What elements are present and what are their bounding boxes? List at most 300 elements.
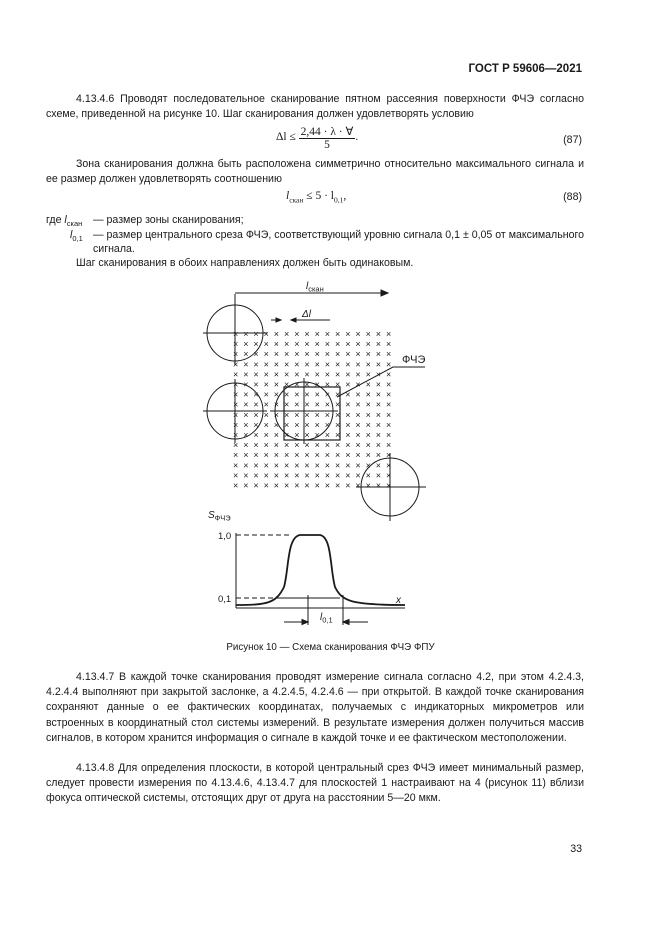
scan-point-cross: × (273, 339, 280, 350)
label-s-fche (208, 510, 231, 523)
eq87-denominator: 5 (324, 139, 330, 151)
scan-point-cross: × (243, 379, 249, 390)
scan-point-cross: × (253, 359, 259, 370)
scan-point-cross: × (284, 480, 290, 491)
scan-point-cross: × (263, 419, 269, 430)
scan-point-cross: × (233, 339, 239, 350)
scan-point-cross: × (243, 440, 249, 451)
page-number: 33 (570, 843, 582, 855)
scan-point-cross: × (375, 389, 382, 400)
scan-point-cross: × (263, 460, 269, 471)
scan-point-cross: × (253, 440, 259, 451)
scan-point-cross: × (233, 480, 239, 491)
scan-point-cross: × (314, 460, 320, 471)
scan-point-cross: × (243, 470, 249, 481)
label-s-sub: ФЧЭ (214, 513, 231, 523)
scan-point-cross: × (273, 480, 280, 491)
label-l01 (320, 612, 333, 625)
scan-point-cross: × (355, 329, 361, 339)
scan-point-cross: × (273, 450, 280, 461)
scan-point-cross: × (324, 339, 331, 350)
scan-point-cross: × (335, 329, 341, 339)
scan-point-cross: × (263, 480, 269, 491)
scan-point-cross: × (284, 450, 290, 461)
scan-point-cross: × (355, 419, 361, 430)
scan-point-cross: × (335, 349, 341, 360)
scan-point-cross: × (263, 470, 269, 481)
scan-point-cross: × (386, 450, 392, 461)
scan-point-cross: × (345, 460, 351, 471)
scan-point-cross: × (233, 460, 239, 471)
scan-point-cross: × (345, 349, 351, 360)
scan-point-cross: × (375, 379, 382, 390)
scan-point-cross: × (294, 369, 300, 380)
scan-point-cross: × (304, 329, 310, 339)
tick-1-0: 1,0 (218, 531, 232, 542)
paragraph-4-13-4-8: 4.13.4.8 Для определения плоскости, в которой центральный срез ФЧЭ имеет минимальный размер, следует провести измерения по 4.13.4.6, 4.13.4.7 для плоскостей 1 настраивают на 4 (рисунок 11) вблизи фокуса оптической системы, отстоящих друг от друга на расстоянии 5—20 мкм. (46, 762, 584, 805)
scan-point-cross: × (294, 379, 300, 390)
scan-point-cross: × (324, 430, 331, 440)
scan-point-cross: × (324, 450, 331, 461)
scan-point-cross: × (375, 419, 382, 430)
scan-point-cross: × (253, 339, 259, 350)
scan-point-cross: × (233, 440, 239, 451)
scan-point-cross: × (304, 419, 310, 430)
scan-point-cross: × (253, 450, 259, 461)
scan-point-cross: × (345, 379, 351, 390)
where-intro: где (46, 214, 62, 226)
scan-point-cross: × (345, 440, 351, 451)
scan-point-cross: × (233, 409, 239, 420)
scan-point-cross: × (324, 460, 331, 471)
scan-point-cross: × (324, 399, 331, 410)
scan-point-cross: × (375, 359, 382, 370)
scan-point-cross: × (263, 399, 269, 410)
scan-point-cross: × (273, 460, 280, 471)
scan-point-cross: × (335, 379, 341, 390)
scan-point-cross: × (355, 339, 361, 350)
scan-point-cross: × (253, 460, 259, 471)
scan-point-cross: × (324, 470, 331, 481)
scan-point-cross: × (386, 399, 392, 410)
scan-point-cross: × (294, 399, 300, 410)
scan-point-cross: × (365, 379, 371, 390)
scan-point-cross: × (345, 339, 351, 350)
scan-point-cross: × (375, 460, 382, 471)
scan-point-cross: × (273, 399, 280, 410)
scan-point-cross: × (335, 470, 341, 481)
scan-point-cross: × (273, 440, 280, 451)
scan-point-cross: × (355, 349, 361, 360)
scan-point-cross: × (294, 409, 300, 420)
scan-point-cross: × (324, 440, 331, 451)
where-d2-sub: 0,1 (72, 234, 83, 244)
scan-point-cross: × (294, 339, 300, 350)
scan-point-cross: × (355, 399, 361, 410)
eq87-numerator: 2,44 · λ · ∀ (300, 126, 354, 138)
where-d1-text: — размер зоны сканирования; (93, 214, 244, 226)
scan-point-cross: × (365, 480, 371, 491)
scan-point-cross: × (345, 470, 351, 481)
scan-point-cross: × (386, 339, 392, 350)
eq88-sub-01: 0,1 (334, 195, 344, 205)
scan-point-cross: × (243, 399, 249, 410)
scan-point-cross: × (304, 430, 310, 440)
scan-point-cross: × (304, 460, 310, 471)
scan-point-cross: × (365, 349, 371, 360)
scan-point-cross: × (304, 450, 310, 461)
paragraph-scan-zone: Зона сканирования должна быть расположена симметрично относительно максимального сигнала и ее размер должен удовлетворять соотношению (46, 158, 584, 186)
scan-point-cross: × (294, 480, 300, 491)
scan-point-cross: × (365, 450, 371, 461)
eq88-l: l (286, 190, 290, 202)
scan-point-cross: × (304, 379, 310, 390)
scan-point-cross: × (335, 399, 341, 410)
scan-point-cross: × (284, 399, 290, 410)
scan-point-cross: × (335, 460, 341, 471)
label-s-symbol: S (208, 510, 215, 521)
scan-point-cross: × (284, 359, 290, 370)
eq87-lhs: Δl ≤ (276, 131, 296, 144)
equation-88 (286, 190, 346, 204)
where-def-2 (70, 228, 83, 246)
label-lscan (306, 281, 324, 294)
scan-point-cross: × (263, 369, 269, 380)
scan-point-cross: × (335, 359, 341, 370)
scan-point-cross: × (324, 349, 331, 360)
scan-point-cross: × (263, 359, 269, 370)
scan-point-cross: × (253, 409, 259, 420)
scan-point-cross: × (273, 379, 280, 390)
scan-point-cross: × (375, 399, 382, 410)
scan-point-cross: × (355, 409, 361, 420)
scan-point-cross: × (243, 450, 249, 461)
scan-point-cross: × (273, 329, 280, 339)
scan-point-cross: × (263, 329, 269, 339)
scan-point-cross: × (284, 419, 290, 430)
scan-point-cross: × (273, 389, 280, 400)
scan-point-cross: × (304, 399, 310, 410)
scan-point-cross: × (345, 399, 351, 410)
signal-curve (236, 535, 405, 605)
scan-point-cross: × (355, 440, 361, 451)
scan-point-cross: × (233, 329, 239, 339)
scan-point-cross: × (314, 480, 320, 491)
scan-point-cross: × (375, 450, 382, 461)
scan-point-cross: × (253, 389, 259, 400)
scan-point-cross: × (284, 379, 290, 390)
scan-point-cross: × (253, 329, 259, 339)
scan-point-cross: × (263, 450, 269, 461)
scan-point-cross: × (273, 409, 280, 420)
fche-square (284, 387, 340, 440)
where-d2-text: — размер центрального среза ФЧЭ, соответствующий уровню сигнала 0,1 ± 0,05 от максимального сигнала. (93, 229, 584, 255)
scan-point-cross: × (314, 470, 320, 481)
scan-point-cross: × (375, 349, 382, 360)
scan-point-cross: × (233, 430, 239, 440)
scan-point-cross: × (233, 470, 239, 481)
scan-point-cross: × (386, 389, 392, 400)
scan-point-cross: × (355, 359, 361, 370)
scan-point-cross: × (335, 450, 341, 461)
label-x-axis: x (396, 595, 401, 606)
scan-point-cross: × (314, 440, 320, 451)
scan-point-cross: × (253, 419, 259, 430)
scan-point-cross: × (375, 409, 382, 420)
label-fche: ФЧЭ (402, 354, 426, 366)
scan-point-cross: × (345, 409, 351, 420)
lscan-arrowhead (381, 290, 388, 296)
l01-arrowhead-left (302, 620, 308, 625)
scan-point-cross: × (304, 470, 310, 481)
scan-point-cross: × (284, 339, 290, 350)
eq87-number: (87) (563, 134, 582, 146)
scan-point-cross: × (355, 369, 361, 380)
scan-point-cross: × (273, 430, 280, 440)
scan-point-cross: × (324, 409, 331, 420)
label-l01-sub: 0,1 (322, 615, 333, 625)
scan-point-cross: × (386, 440, 392, 451)
scan-point-cross: × (345, 430, 351, 440)
scan-point-cross: × (345, 329, 351, 339)
scan-point-cross: × (324, 379, 331, 390)
scan-point-cross: × (314, 389, 320, 400)
scan-point-cross: × (253, 430, 259, 440)
equation-87 (276, 124, 358, 151)
scan-point-cross: × (375, 339, 382, 350)
scan-point-cross: × (263, 440, 269, 451)
scan-point-cross: × (273, 470, 280, 481)
scan-point-cross: × (375, 440, 382, 451)
scan-point-cross: × (365, 399, 371, 410)
eq88-sub-scan: скан (289, 195, 304, 205)
scan-point-cross: × (386, 409, 392, 420)
scan-point-cross: × (243, 359, 249, 370)
scan-point-cross: × (294, 349, 300, 360)
scan-point-cross: × (324, 369, 331, 380)
scan-point-cross: × (233, 349, 239, 360)
scan-point-cross: × (375, 470, 382, 481)
scan-point-cross: × (355, 450, 361, 461)
scan-point-cross: × (233, 419, 239, 430)
scan-point-cross: × (284, 440, 290, 451)
scan-point-cross: × (314, 349, 320, 360)
scan-point-cross: × (386, 379, 392, 390)
scan-point-cross: × (253, 470, 259, 481)
scan-point-cross: × (335, 440, 341, 451)
scan-point-cross: × (386, 349, 392, 360)
scan-point-cross: × (345, 419, 351, 430)
scan-point-cross: × (243, 460, 249, 471)
scan-point-cross: × (365, 409, 371, 420)
scan-point-cross: × (294, 389, 300, 400)
scan-point-cross: × (386, 329, 392, 339)
scan-point-cross: × (233, 399, 239, 410)
scan-point-cross: × (335, 369, 341, 380)
scan-point-cross: × (243, 419, 249, 430)
figure-10-scan-scheme (0, 275, 661, 655)
eq88-mid: ≤ 5 · l (303, 190, 334, 202)
scan-point-cross: × (294, 359, 300, 370)
scan-point-cross: × (355, 460, 361, 471)
scan-point-cross: × (304, 480, 310, 491)
scan-point-cross: × (355, 470, 361, 481)
scan-point-cross: × (284, 430, 290, 440)
scan-point-cross: × (284, 369, 290, 380)
scan-point-cross: × (253, 480, 259, 491)
scan-point-cross: × (314, 409, 320, 420)
figure-caption: Рисунок 10 — Схема сканирования ФЧЭ ФПУ (226, 642, 435, 653)
scan-point-cross: × (233, 389, 239, 400)
scan-point-cross: × (253, 399, 259, 410)
scan-point-cross: × (243, 430, 249, 440)
scan-point-cross: × (263, 409, 269, 420)
label-lscan-symbol: l (306, 281, 309, 292)
scan-point-cross: × (284, 460, 290, 471)
scan-point-cross: × (263, 339, 269, 350)
scan-point-cross: × (345, 480, 351, 491)
scan-point-cross: × (314, 419, 320, 430)
scan-point-cross: × (335, 339, 341, 350)
scan-point-cross: × (375, 430, 382, 440)
scan-point-cross: × (355, 379, 361, 390)
scan-point-cross: × (355, 480, 361, 491)
scan-point-cross: × (335, 409, 341, 420)
scan-point-cross: × (294, 460, 300, 471)
scan-point-cross: × (294, 419, 300, 430)
scan-point-cross: × (335, 389, 341, 400)
scan-point-cross: × (284, 329, 290, 339)
dl-arrowhead-left (276, 318, 281, 322)
scan-point-cross: × (324, 389, 331, 400)
scan-point-cross: × (273, 349, 280, 360)
scan-point-cross: × (233, 359, 239, 370)
scan-point-cross: × (273, 369, 280, 380)
scan-point-cross: × (365, 440, 371, 451)
scan-point-cross: × (243, 349, 249, 360)
scan-point-cross: × (386, 430, 392, 440)
scan-point-cross: × (294, 470, 300, 481)
scan-point-cross: × (294, 440, 300, 451)
scan-point-cross: × (314, 369, 320, 380)
where-d2-symbol: l (70, 229, 73, 241)
scan-point-cross: × (386, 470, 392, 481)
scan-point-cross: × (284, 349, 290, 360)
document-header: ГОСТ Р 59606—2021 (468, 63, 582, 75)
scan-point-cross: × (314, 399, 320, 410)
scan-point-cross: × (324, 329, 331, 339)
scan-point-cross: × (355, 389, 361, 400)
scan-point-cross: × (386, 369, 392, 380)
scan-point-cross: × (335, 430, 341, 440)
scan-point-cross: × (324, 480, 331, 491)
scan-point-cross: × (284, 409, 290, 420)
scan-point-cross: × (314, 359, 320, 370)
scan-point-cross: × (253, 369, 259, 380)
scan-point-cross: × (243, 329, 249, 339)
scan-point-cross: × (233, 379, 239, 390)
scan-point-cross: × (284, 389, 290, 400)
scan-point-cross: × (294, 329, 300, 339)
paragraph-scan-step: Шаг сканирования в обоих направлениях должен быть одинаковым. (76, 257, 414, 269)
scan-point-cross: × (243, 369, 249, 380)
scan-point-cross: × (243, 389, 249, 400)
scan-point-cross: × (324, 359, 331, 370)
scan-point-cross: × (314, 379, 320, 390)
scan-point-cross: × (375, 480, 382, 491)
scan-point-cross: × (365, 430, 371, 440)
scan-grid (233, 329, 391, 491)
scan-point-cross: × (365, 339, 371, 350)
scan-point-cross: × (253, 349, 259, 360)
scan-point-cross: × (335, 480, 341, 491)
scan-point-cross: × (375, 369, 382, 380)
scan-point-cross: × (386, 460, 392, 471)
scan-point-cross: × (263, 430, 269, 440)
scan-point-cross: × (304, 409, 310, 420)
scan-point-cross: × (304, 369, 310, 380)
scan-point-cross: × (365, 359, 371, 370)
scan-point-cross: × (304, 349, 310, 360)
scan-point-cross: × (263, 389, 269, 400)
scan-point-cross: × (243, 480, 249, 491)
label-delta-l: Δl (302, 309, 311, 320)
scan-point-cross: × (233, 450, 239, 461)
scan-point-cross: × (304, 359, 310, 370)
scan-point-cross: × (365, 369, 371, 380)
scan-point-cross: × (386, 359, 392, 370)
scan-point-cross: × (273, 359, 280, 370)
scan-point-cross: × (365, 389, 371, 400)
tick-0-1: 0,1 (218, 594, 232, 605)
scan-point-cross: × (324, 419, 331, 430)
label-lscan-sub: скан (308, 284, 324, 294)
scan-point-cross: × (294, 450, 300, 461)
scan-point-cross: × (345, 450, 351, 461)
eq87-fraction (299, 124, 359, 151)
scan-point-cross: × (304, 389, 310, 400)
scan-point-cross: × (263, 349, 269, 360)
scan-point-cross: × (375, 329, 382, 339)
scan-point-cross: × (263, 379, 269, 390)
scan-point-cross: × (345, 389, 351, 400)
scan-point-cross: × (314, 339, 320, 350)
eq88-tail: , (343, 190, 347, 202)
scan-point-cross: × (314, 329, 320, 339)
scan-point-cross: × (365, 460, 371, 471)
scan-point-cross: × (345, 359, 351, 370)
scan-point-cross: × (365, 470, 371, 481)
scan-point-cross: × (294, 430, 300, 440)
where-d1-sub: скан (66, 219, 83, 229)
dl-arrowhead-right (291, 318, 296, 322)
scan-point-cross: × (345, 369, 351, 380)
paragraph-4-13-4-6: 4.13.4.6 Проводят последовательное сканирование пятном рассеяния поверхности ФЧЭ согласно схеме, приведенной на рисунке 10. Шаг сканирования должен удовлетворять условию (46, 93, 584, 121)
eq88-number: (88) (563, 191, 582, 203)
scan-point-cross: × (273, 419, 280, 430)
scan-point-cross: × (304, 440, 310, 451)
l01-arrowhead-right (343, 620, 349, 625)
scan-point-cross: × (386, 480, 392, 491)
scan-point-cross: × (314, 430, 320, 440)
scan-point-cross: × (243, 339, 249, 350)
scan-point-cross: × (355, 430, 361, 440)
scan-point-cross: × (233, 369, 239, 380)
scan-point-cross: × (243, 409, 249, 420)
eq87-tail: . (355, 131, 359, 144)
where-d1-symbol: l (64, 214, 67, 226)
scan-point-cross: × (335, 419, 341, 430)
